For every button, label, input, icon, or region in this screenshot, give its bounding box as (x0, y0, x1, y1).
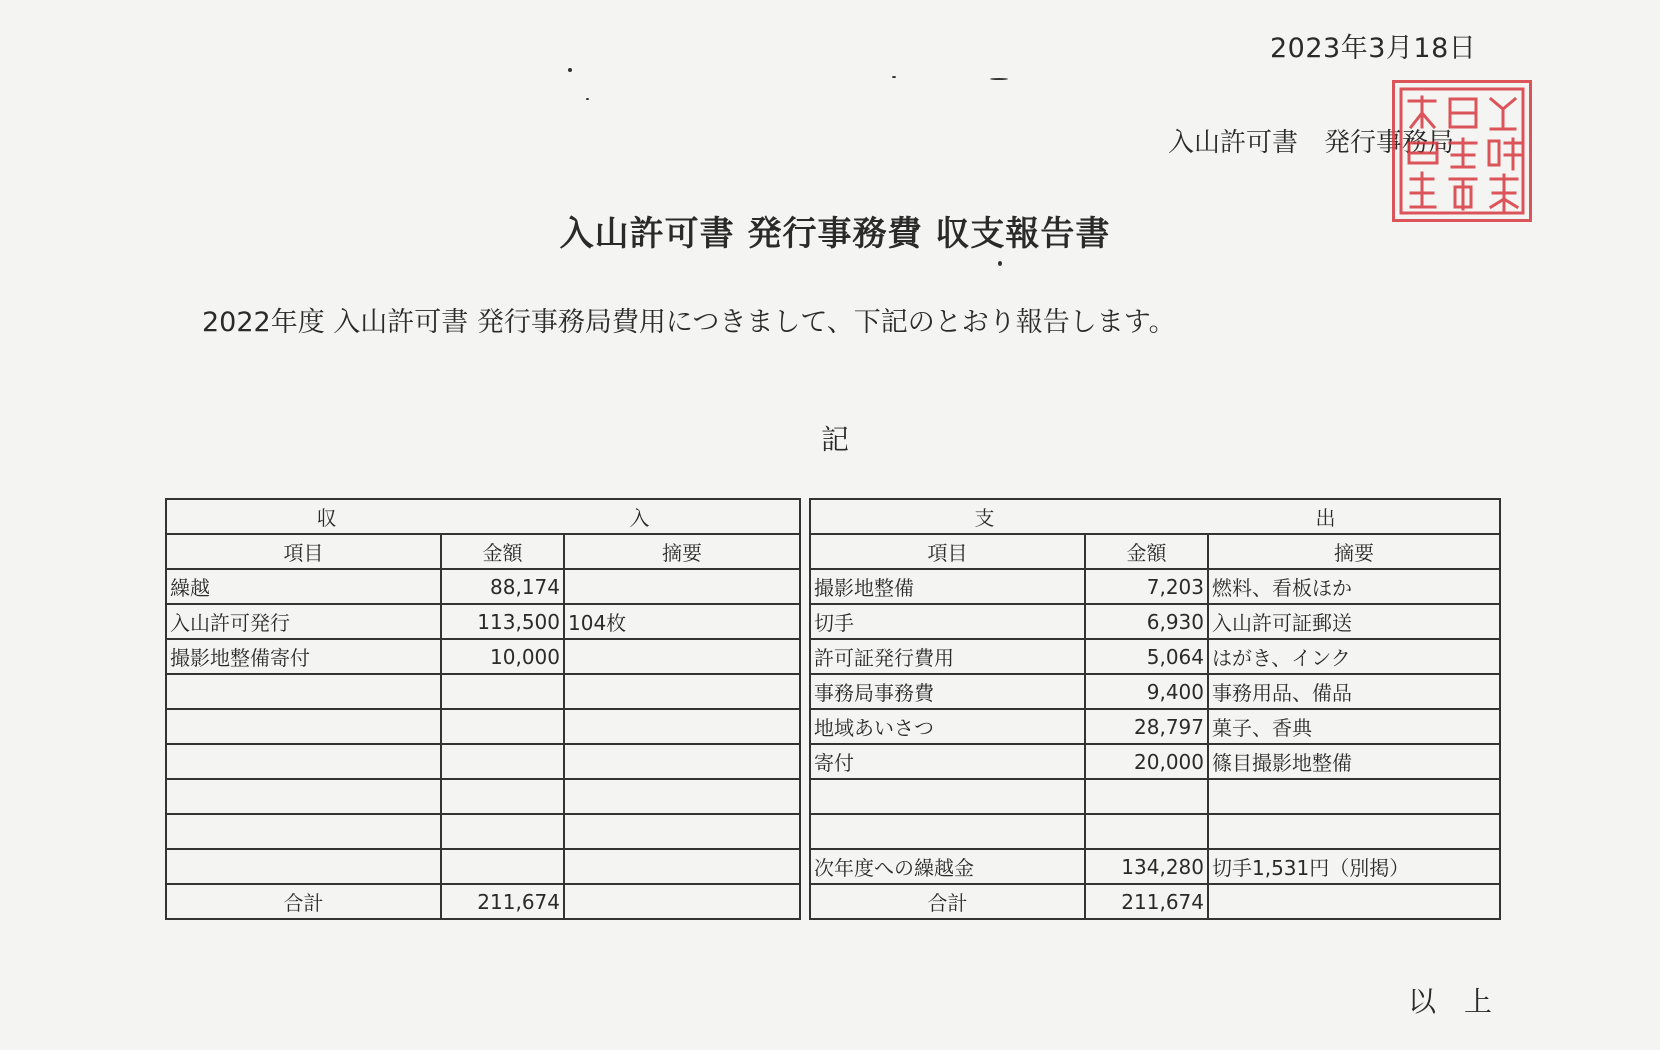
expense-amount-cell: 6,930 (1085, 604, 1208, 639)
table-row (166, 709, 1500, 744)
seal-stamp (1392, 80, 1532, 222)
income-total-label: 合計 (166, 884, 441, 919)
expense-note-cell: 入山許可証郵送 (1208, 604, 1500, 639)
income-note-cell (564, 849, 800, 884)
income-item-cell (166, 674, 441, 709)
expense-item-cell: 地域あいさつ (810, 709, 1085, 744)
expense-item-cell: 切手 (810, 604, 1085, 639)
closing-text: 以 上 (1408, 985, 1493, 1018)
income-section-header (166, 499, 800, 534)
expense-note-cell (1208, 814, 1500, 849)
income-total-note (564, 884, 800, 919)
income-amount-cell (441, 849, 564, 884)
income-note-cell (564, 639, 800, 674)
table-row (166, 849, 1500, 884)
column-divider (800, 569, 810, 604)
column-divider (800, 849, 810, 884)
column-divider (800, 534, 810, 569)
expense-col-item: 項目 (810, 534, 1085, 569)
expense-amount-cell: 20,000 (1085, 744, 1208, 779)
table-row (166, 639, 1500, 674)
income-amount-cell: 88,174 (441, 569, 564, 604)
expense-item-cell: 許可証発行費用 (810, 639, 1085, 674)
expense-amount-cell (1085, 814, 1208, 849)
column-divider (800, 674, 810, 709)
income-total-amount: 211,674 (441, 884, 564, 919)
income-item-cell: 撮影地整備寄付 (166, 639, 441, 674)
income-item-cell (166, 744, 441, 779)
expense-amount-cell: 28,797 (1085, 709, 1208, 744)
income-note-cell (564, 814, 800, 849)
income-item-cell: 入山許可発行 (166, 604, 441, 639)
expense-col-amount: 金額 (1085, 534, 1208, 569)
column-divider (800, 639, 810, 674)
income-header-left: 収 (316, 506, 337, 530)
expense-item-cell: 撮影地整備 (810, 569, 1085, 604)
expense-amount-cell: 134,280 (1085, 849, 1208, 884)
expense-amount-cell: 9,400 (1085, 674, 1208, 709)
scan-speck (586, 98, 589, 100)
expense-total-label: 合計 (810, 884, 1085, 919)
column-divider (800, 814, 810, 849)
income-col-note: 摘要 (564, 534, 800, 569)
expense-note-cell: 燃料、看板ほか (1208, 569, 1500, 604)
income-amount-cell (441, 709, 564, 744)
seal-glyphs (1395, 83, 1529, 219)
expense-note-cell: 菓子、香典 (1208, 709, 1500, 744)
expense-item-cell (810, 779, 1085, 814)
expense-col-note: 摘要 (1208, 534, 1500, 569)
expense-item-cell (810, 814, 1085, 849)
intro-text: 2022年度 入山許可書 発行事務局費用につきまして、下記のとおり報告します。 (202, 307, 1176, 338)
expense-amount-cell: 5,064 (1085, 639, 1208, 674)
table-row (166, 814, 1500, 849)
expense-section-header (810, 499, 1500, 534)
expense-note-cell: 事務用品、備品 (1208, 674, 1500, 709)
income-col-item: 項目 (166, 534, 441, 569)
income-header-right: 入 (629, 506, 650, 530)
income-amount-cell (441, 744, 564, 779)
expense-amount-cell: 7,203 (1085, 569, 1208, 604)
expense-item-cell: 事務局事務費 (810, 674, 1085, 709)
income-note-cell (564, 744, 800, 779)
expense-amount-cell (1085, 779, 1208, 814)
expense-note-cell (1208, 779, 1500, 814)
income-note-cell (564, 709, 800, 744)
table-row (166, 674, 1500, 709)
income-item-cell (166, 709, 441, 744)
income-expense-table (165, 498, 1501, 920)
income-amount-cell: 113,500 (441, 604, 564, 639)
table-row (166, 569, 1500, 604)
income-col-amount: 金額 (441, 534, 564, 569)
expense-total-amount: 211,674 (1085, 884, 1208, 919)
scan-speck (568, 68, 572, 72)
income-amount-cell (441, 779, 564, 814)
income-note-cell (564, 779, 800, 814)
column-divider (800, 499, 810, 534)
issuer: 入山許可書 発行事務局 (1168, 128, 1455, 158)
income-note-cell (564, 569, 800, 604)
scan-speck (998, 261, 1002, 266)
table-row (166, 744, 1500, 779)
income-item-cell (166, 849, 441, 884)
column-divider (800, 744, 810, 779)
expense-header-right: 出 (1315, 506, 1336, 530)
income-amount-cell: 10,000 (441, 639, 564, 674)
expense-note-cell: 切手1,531円（別掲） (1208, 849, 1500, 884)
column-divider (800, 884, 810, 919)
income-note-cell: 104枚 (564, 604, 800, 639)
expense-total-note (1208, 884, 1500, 919)
column-divider (800, 709, 810, 744)
income-note-cell (564, 674, 800, 709)
income-amount-cell (441, 814, 564, 849)
table-row (166, 779, 1500, 814)
income-item-cell: 繰越 (166, 569, 441, 604)
total-row (166, 884, 1500, 919)
expense-note-cell: 篠目撮影地整備 (1208, 744, 1500, 779)
date: 2023年3月18日 (1270, 33, 1477, 64)
expense-note-cell: はがき、インク (1208, 639, 1500, 674)
income-item-cell (166, 779, 441, 814)
scan-speck (892, 76, 896, 78)
income-item-cell (166, 814, 441, 849)
scan-speck (990, 78, 1008, 80)
expense-header-left: 支 (974, 506, 995, 530)
column-divider (800, 779, 810, 814)
column-divider (800, 604, 810, 639)
table-row (166, 604, 1500, 639)
expense-item-cell: 寄付 (810, 744, 1085, 779)
ki-marker: 記 (821, 423, 850, 456)
expense-item-cell: 次年度への繰越金 (810, 849, 1085, 884)
document-title: 入山許可書 発行事務費 収支報告書 (559, 214, 1111, 254)
section-header-row (166, 499, 1500, 534)
income-amount-cell (441, 674, 564, 709)
column-header-row (166, 534, 1500, 569)
